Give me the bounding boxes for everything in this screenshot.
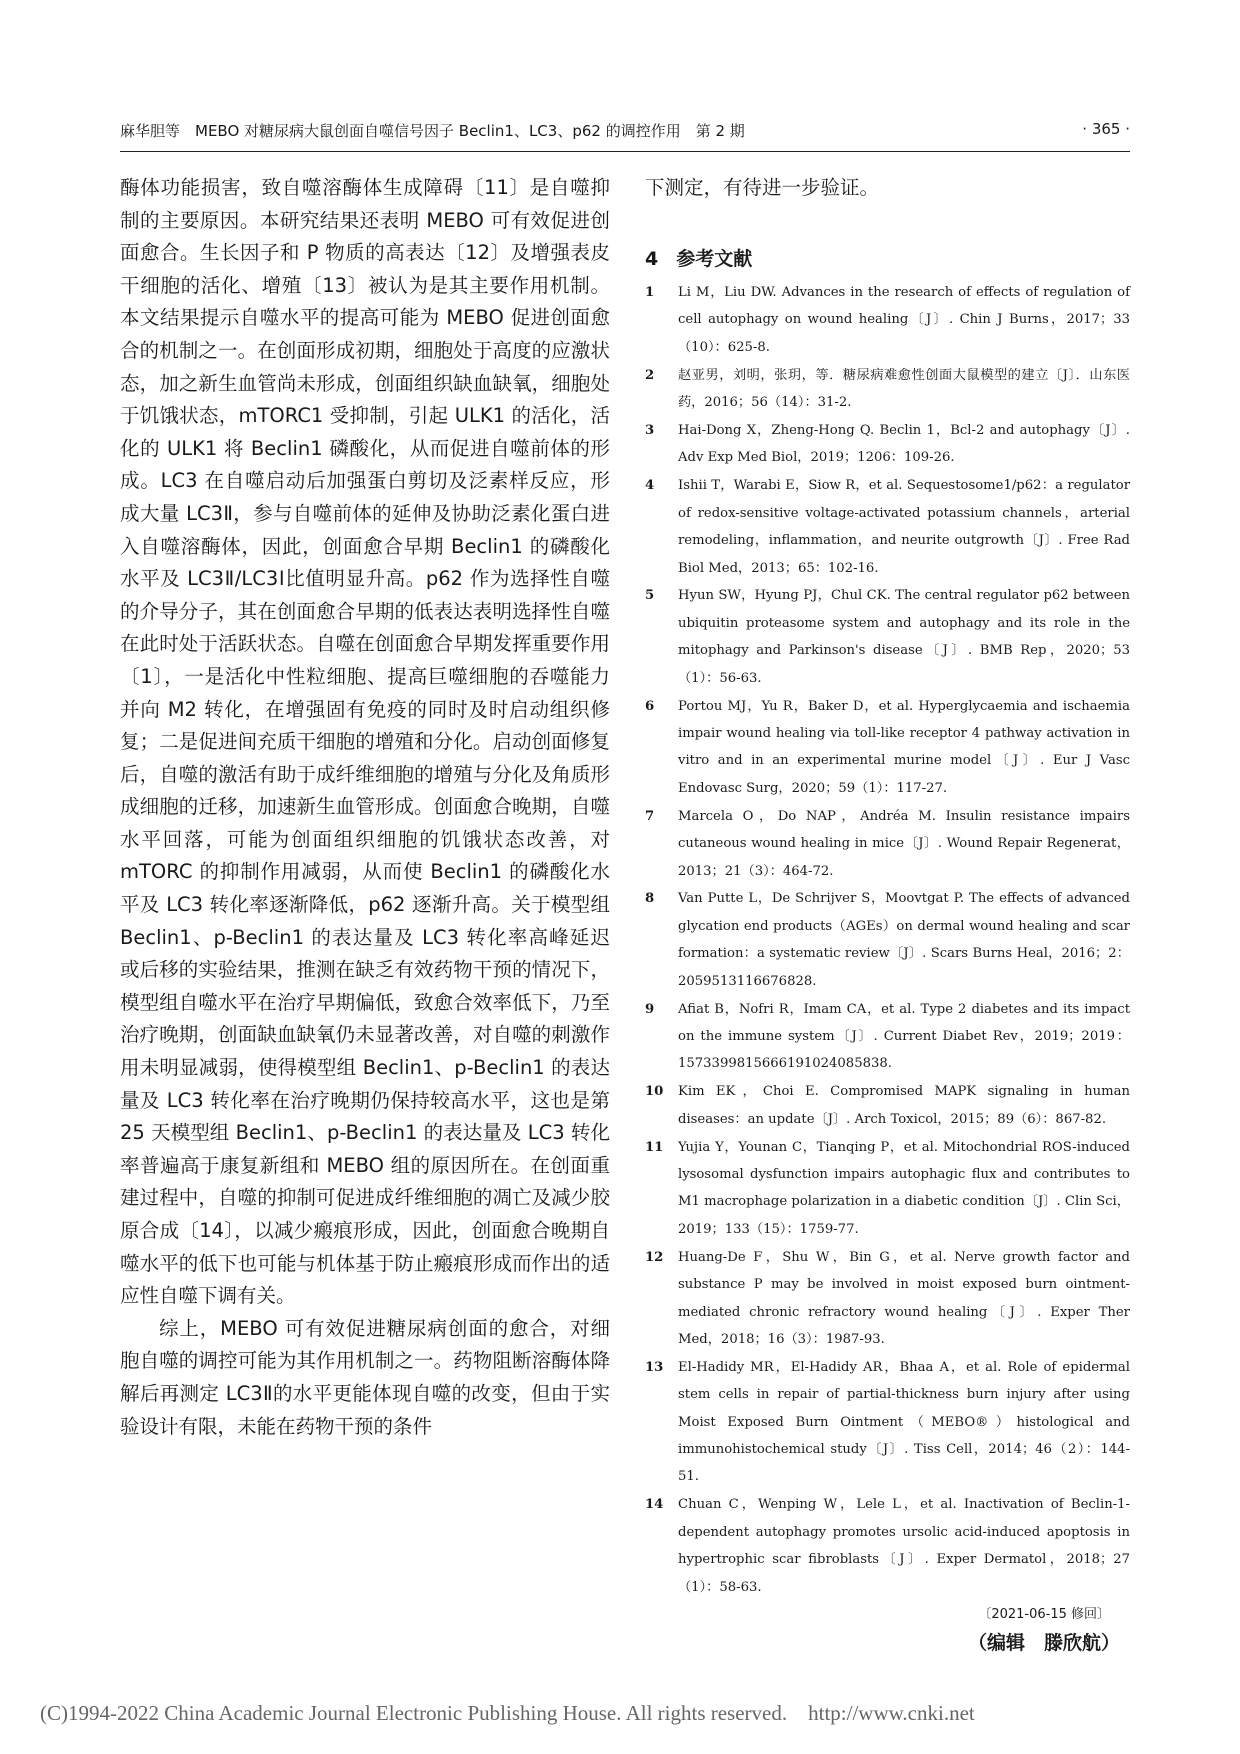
running-header bbox=[120, 120, 1130, 152]
reference-text: Hyun SW，Hyung PJ，Chul CK. The central regulator p62 between ubiquitin proteasome system and autophagy and its role in the mitophagy and Parkinson's disease〔J〕. BMB Rep，2020；53（1）：56-63. bbox=[678, 588, 1130, 686]
reference-text: Ishii T，Warabi E，Siow R，et al. Sequestosome1/p62：a regulator of redox-sensitive voltage-activated potassium channels，arterial remodeling，inflammation，and neurite outgrowth〔J〕. Free Rad Biol Med，2013；65：102-16. bbox=[678, 478, 1130, 576]
reference-number: 9 bbox=[645, 1001, 655, 1017]
reference-item bbox=[645, 996, 1130, 1078]
reference-item bbox=[645, 885, 1130, 995]
reference-item bbox=[645, 1134, 1130, 1244]
reference-item bbox=[645, 279, 1130, 361]
reference-text: El-Hadidy MR，El-Hadidy AR，Bhaa A，et al. Role of epidermal stem cells in repair of partial-thickness burn injury after using Moist Exposed Burn Ointment（MEBO®）histological and immunohistochemical study〔J〕. Tiss Cell，2014；46（2）：144-51. bbox=[678, 1359, 1130, 1485]
body-paragraph-2-continued: 下测定，有待进一步验证。 bbox=[645, 176, 880, 199]
revision-date: 〔2021-06-15 修回〕 bbox=[978, 1607, 1110, 1622]
reference-text: Portou MJ，Yu R，Baker D，et al. Hyperglycaemia and ischaemia impair wound healing via toll-like receptor 4 pathway activation in vitro and in an experimental murine model〔J〕. Eur J Vasc Endovasc Surg，2020；59（1）：117-27. bbox=[678, 698, 1130, 796]
reference-text: Afiat B，Nofri R，Imam CA，et al. Type 2 diabetes and its impact on the immune system〔J〕. Current Diabet Rev，2019；2019：1573399815666191024085838. bbox=[678, 1001, 1130, 1072]
reference-number: 8 bbox=[645, 891, 655, 907]
right-column bbox=[645, 172, 1130, 1655]
references-section-title: 参考文献 bbox=[676, 248, 753, 270]
references-heading bbox=[645, 244, 1130, 271]
reference-item bbox=[645, 1078, 1130, 1133]
left-column bbox=[120, 172, 610, 1443]
reference-text: Li M，Liu DW. Advances in the research of effects of regulation of cell autophagy on wound healing〔J〕. Chin J Burns，2017；33（10）：625-8. bbox=[678, 285, 1130, 355]
reference-text: Hai-Dong X，Zheng-Hong Q. Beclin 1，Bcl-2 and autophagy〔J〕. Adv Exp Med Biol，2019；1206：109-26. bbox=[678, 423, 1130, 466]
reference-item bbox=[645, 1491, 1130, 1601]
reference-number: 4 bbox=[645, 478, 655, 494]
reference-text: Van Putte L，De Schrijver S，Moovtgat P. The effects of advanced glycation end products（AGEs）on dermal wound healing and scar formation：a systematic review〔J〕. Scars Burns Heal，2016；2：2059513116676828. bbox=[678, 891, 1130, 989]
reference-item bbox=[645, 582, 1130, 692]
reference-number: 13 bbox=[645, 1359, 664, 1375]
reference-number: 10 bbox=[645, 1084, 664, 1100]
reference-number: 12 bbox=[645, 1249, 664, 1265]
reference-number: 11 bbox=[645, 1139, 664, 1155]
reference-item bbox=[645, 417, 1130, 472]
reference-number: 5 bbox=[645, 588, 655, 604]
reference-number: 7 bbox=[645, 808, 655, 824]
reference-item bbox=[645, 1244, 1130, 1354]
reference-item bbox=[645, 693, 1130, 803]
editor-credit: （编辑 滕欣航） bbox=[967, 1632, 1120, 1654]
reference-text: Huang-De F，Shu W，Bin G，et al. Nerve growth factor and substance P may be involved in moist exposed burn ointment-mediated chronic refractory wound healing〔J〕. Exper Ther Med，2018；16（3）：1987-93. bbox=[678, 1249, 1130, 1347]
body-paragraph-2: 综上，MEBO 可有效促进糖尿病创面的愈合，对细胞自噬的调控可能为其作用机制之一。药物阻断溶酶体降解后再测定 LC3Ⅱ的水平更能体现自噬的改变，但由于实验设计有限，未能在药物干预的条件 bbox=[120, 1316, 610, 1438]
reference-item bbox=[645, 1354, 1130, 1491]
reference-text: Marcela O，Do NAP，Andréa M. Insulin resistance impairs cutaneous wound healing in mice〔J〕. Wound Repair Regenerat，2013；21（3）：464-72. bbox=[678, 808, 1130, 879]
reference-number: 1 bbox=[645, 285, 655, 300]
reference-text: Chuan C，Wenping W，Lele L，et al. Inactivation of Beclin-1-dependent autophagy promotes ursolic acid-induced apoptosis in hypertrophic scar fibroblasts〔J〕. Exper Dermatol，2018；27（1）：58-63. bbox=[678, 1497, 1130, 1595]
copyright-footer: (C)1994-2022 China Academic Journal Electronic Publishing House. All rights reserved. http://www.cnki.net bbox=[40, 1701, 975, 1725]
reference-text: 赵亚男，刘明，张玥，等．糖尿病难愈性创面大鼠模型的建立〔J〕．山东医药，2016；56（14）：31-2. bbox=[678, 367, 1130, 411]
running-title: 麻华胆等 MEBO 对糖尿病大鼠创面自噬信号因子 Beclin1、LC3、p62 的调控作用 第 2 期 bbox=[120, 122, 745, 140]
page-number: · 365 · bbox=[1082, 120, 1130, 138]
reference-number: 6 bbox=[645, 698, 655, 714]
reference-item bbox=[645, 472, 1130, 582]
reference-item bbox=[645, 803, 1130, 885]
references-section-number: 4 bbox=[645, 248, 659, 270]
reference-number: 2 bbox=[645, 367, 655, 383]
reference-number: 14 bbox=[645, 1497, 664, 1513]
reference-item bbox=[645, 362, 1130, 417]
reference-list bbox=[645, 279, 1130, 1601]
reference-number: 3 bbox=[645, 423, 655, 439]
reference-text: Yujia Y，Younan C，Tianqing P，et al. Mitochondrial ROS-induced lysosomal dysfunction impairs autophagic flux and contributes to M1 macrophage polarization in a diabetic condition〔J〕. Clin Sci，2019；133（15）：1759-77. bbox=[678, 1139, 1130, 1237]
body-paragraph-1: 酶体功能损害，致自噬溶酶体生成障碍〔11〕是自噬抑制的主要原因。本研究结果还表明 MEBO 可有效促进创面愈合。生长因子和 P 物质的高表达〔12〕及增强表皮干细胞的活化、增殖〔13〕被认为是其主要作用机制。本文结果提示自噬水平的提高可能为 MEBO 促进创面愈合的机制之一。在创面形成初期，细胞处于高度的应激状态，加之新生血管尚未形成，创面组织缺血缺氧，细胞处于饥饿状态，mTORC1 受抑制，引起 ULK1 的活化，活化的 ULK1 将 Beclin1 磷酸化，从而促进自噬前体的形成。LC3 在自噬启动后加强蛋白剪切及泛素样反应，形成大量 LC3Ⅱ，参与自噬前体的延伸及协助泛素化蛋白进入自噬溶酶体，因此，创面愈合早期 Beclin1 的磷酸化水平及 LC3Ⅱ/LC3Ⅰ比值明显升高。p62 作为选择性自噬的介导分子，其在创面愈合早期的低表达表明选择性自噬在此时处于活跃状态。自噬在创面愈合早期发挥重要作用〔1〕，一是活化中性粒细胞、提高巨噬细胞的吞噬能力并向 M2 转化，在增强固有免疫的同时及时启动组织修复；二是促进间充质干细胞的增殖和分化。启动创面修复后，自噬的激活有助于成纤维细胞的增殖与分化及角质形成细胞的迁移，加速新生血管形成。创面愈合晚期，自噬水平回落，可能为创面组织细胞的饥饿状态改善，对 mTORC 的抑制作用减弱，从而使 Beclin1 的磷酸化水平及 LC3 转化率逐渐降低，p62 逐渐升高。关于模型组 Beclin1、p-Beclin1 的表达量及 LC3 转化率高峰延迟或后移的实验结果，推测在缺乏有效药物干预的情况下，模型组自噬水平在治疗早期偏低，致愈合效率低下，乃至治疗晚期，创面缺血缺氧仍未显著改善，对自噬的刺激作用未明显减弱，使得模型组 Beclin1、p-Beclin1 的表达量及 LC3 转化率在治疗晚期仍保持较高水平，这也是第 25 天模型组 Beclin1、p-Beclin1 的表达量及 LC3 转化率普遍高于康复新组和 MEBO 组的原因所在。在创面重建过程中，自噬的抑制可促进成纤维细胞的凋亡及减少胶原合成〔14〕，以减少瘢痕形成，因此，创面愈合晚期自噬水平的低下也可能与机体基于防止瘢痕形成而作出的适应性自噬下调有关。 bbox=[120, 176, 610, 1308]
reference-text: Kim EK，Choi E. Compromised MAPK signaling in human diseases：an update〔J〕. Arch Toxicol，2015；89（6）：867-82. bbox=[678, 1084, 1130, 1127]
